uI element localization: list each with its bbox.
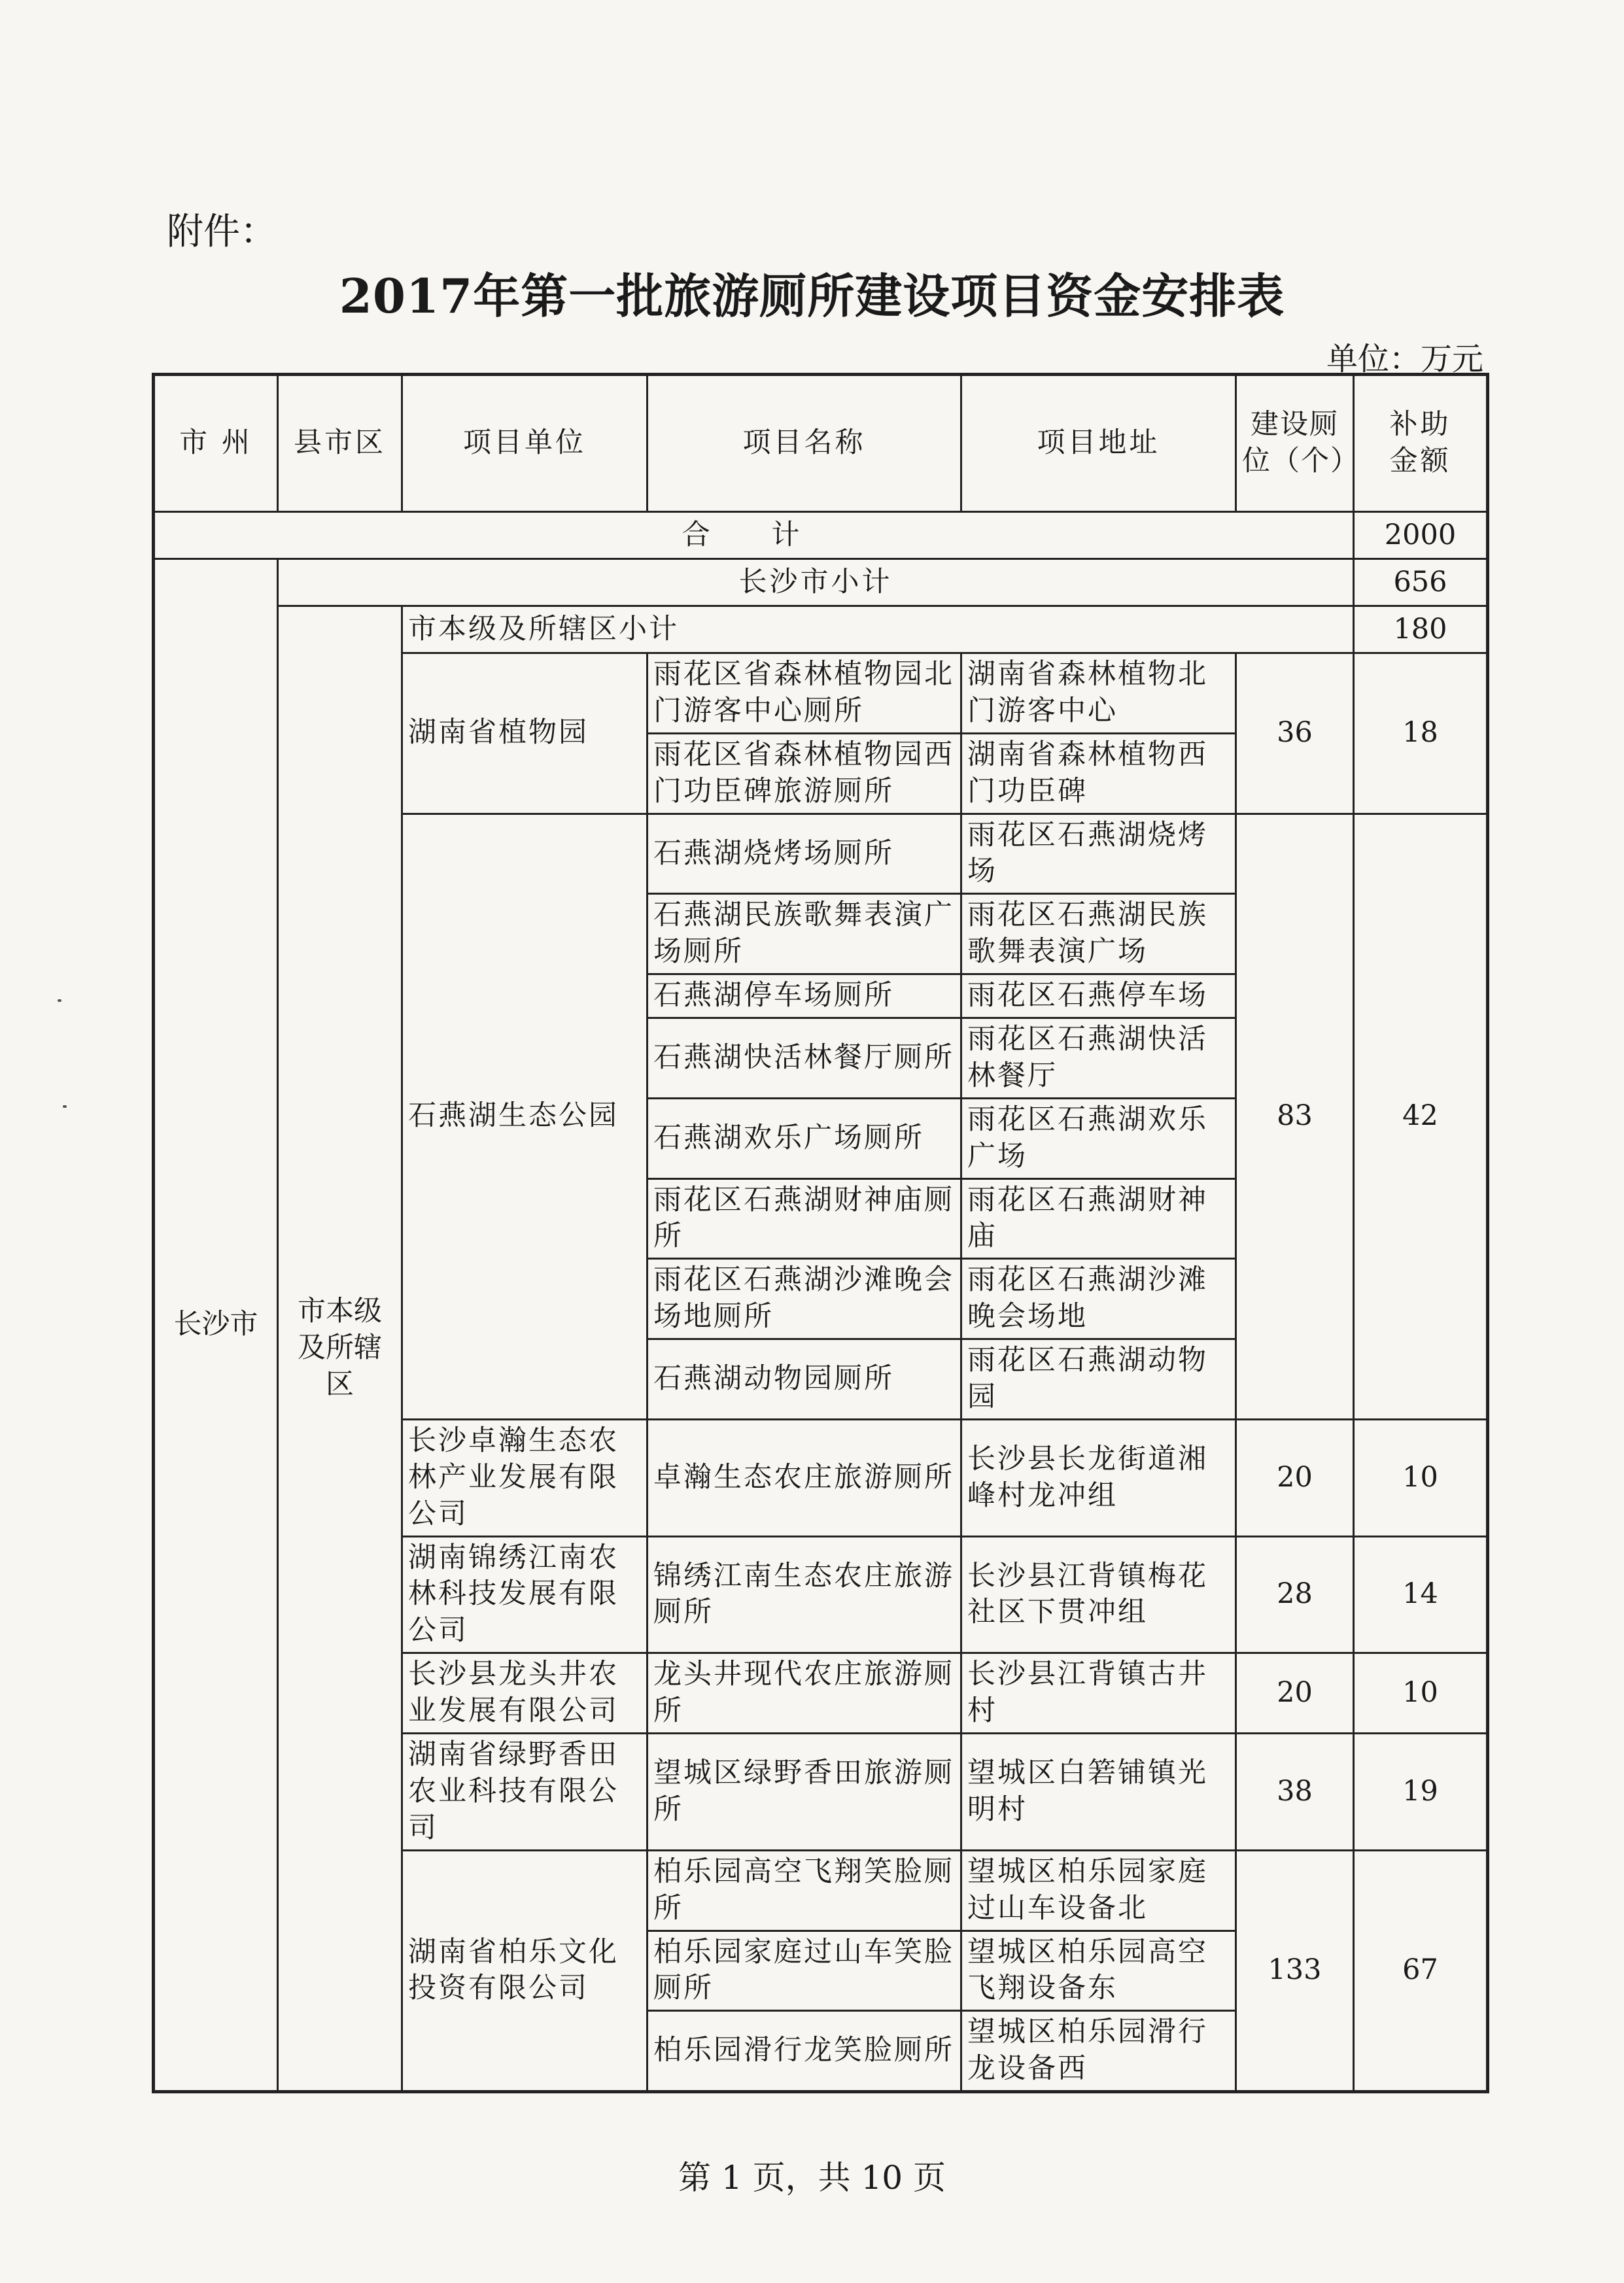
project-name: 望城区绿野香田旅游厕所 — [648, 1734, 961, 1851]
project-address: 长沙县江背镇梅花社区下贯冲组 — [961, 1536, 1236, 1653]
header-city: 市 州 — [154, 375, 278, 512]
header-project: 项目名称 — [648, 375, 961, 512]
district-subtotal-amount: 180 — [1354, 606, 1488, 653]
project-unit: 湖南省植物园 — [402, 653, 648, 814]
project-seats: 133 — [1236, 1850, 1354, 2091]
header-amount: 补助金额 — [1354, 375, 1488, 512]
project-seats: 83 — [1236, 814, 1354, 1419]
project-amount: 19 — [1354, 1734, 1488, 1851]
project-address: 雨花区石燕湖沙滩晚会场地 — [961, 1259, 1236, 1339]
project-address: 雨花区石燕湖动物园 — [961, 1339, 1236, 1420]
project-address: 长沙县长龙街道湘峰村龙冲组 — [961, 1419, 1236, 1536]
header-address: 项目地址 — [961, 375, 1236, 512]
page-footer: 第 1 页，共 10 页 — [678, 2159, 946, 2197]
project-amount: 42 — [1354, 814, 1488, 1419]
city-subtotal-row — [154, 559, 1488, 606]
project-name: 龙头井现代农庄旅游厕所 — [648, 1653, 961, 1734]
project-name: 柏乐园滑行龙笑脸厕所 — [648, 2011, 961, 2092]
header-unit: 项目单位 — [402, 375, 648, 512]
district-subtotal-row — [154, 606, 1488, 653]
project-name: 石燕湖欢乐广场厕所 — [648, 1098, 961, 1178]
project-address: 望城区柏乐园家庭过山车设备北 — [961, 1850, 1236, 1931]
page-title: 2017年第一批旅游厕所建设项目资金安排表 — [339, 268, 1285, 324]
project-name: 雨花区石燕湖沙滩晚会场地厕所 — [648, 1259, 961, 1339]
project-seats: 36 — [1236, 653, 1354, 814]
project-unit: 湖南省柏乐文化投资有限公司 — [402, 1850, 648, 2091]
project-address: 望城区柏乐园滑行龙设备西 — [961, 2011, 1236, 2092]
project-address: 湖南省森林植物西门功臣碑 — [961, 733, 1236, 814]
city-subtotal-amount: 656 — [1354, 559, 1488, 606]
district-name: 市本级及所辖区 — [278, 606, 402, 2092]
project-address: 雨花区石燕停车场 — [961, 974, 1236, 1018]
project-amount: 14 — [1354, 1536, 1488, 1653]
total-row — [154, 512, 1488, 559]
project-name: 锦绣江南生态农庄旅游厕所 — [648, 1536, 961, 1653]
project-unit: 长沙县龙头井农业发展有限公司 — [402, 1653, 648, 1734]
project-unit: 湖南省绿野香田农业科技有限公司 — [402, 1734, 648, 1851]
project-name: 卓瀚生态农庄旅游厕所 — [648, 1419, 961, 1536]
header-seats: 建设厕位（个） — [1236, 375, 1354, 512]
project-name: 雨花区省森林植物园北门游客中心厕所 — [648, 653, 961, 734]
project-seats: 38 — [1236, 1734, 1354, 1851]
project-name: 雨花区石燕湖财神庙厕所 — [648, 1178, 961, 1259]
project-amount: 67 — [1354, 1850, 1488, 2091]
total-amount: 2000 — [1354, 512, 1488, 559]
project-amount: 18 — [1354, 653, 1488, 814]
project-address: 雨花区石燕湖财神庙 — [961, 1178, 1236, 1259]
project-seats: 28 — [1236, 1536, 1354, 1653]
project-name: 雨花区省森林植物园西门功臣碑旅游厕所 — [648, 733, 961, 814]
project-address: 雨花区石燕湖欢乐广场 — [961, 1098, 1236, 1178]
project-name: 石燕湖动物园厕所 — [648, 1339, 961, 1420]
funding-table — [152, 373, 1489, 2093]
project-name: 石燕湖停车场厕所 — [648, 974, 961, 1018]
header-county: 县市区 — [278, 375, 402, 512]
project-seats: 20 — [1236, 1419, 1354, 1536]
city-subtotal-label: 长沙市小计 — [278, 559, 1354, 606]
unit-label: 单位：万元 — [1326, 341, 1483, 377]
scan-speck — [58, 999, 61, 1002]
project-amount: 10 — [1354, 1653, 1488, 1734]
project-name: 石燕湖民族歌舞表演广场厕所 — [648, 894, 961, 974]
project-address: 雨花区石燕湖烧烤场 — [961, 814, 1236, 894]
project-unit: 湖南锦绣江南农林科技发展有限公司 — [402, 1536, 648, 1653]
project-name: 柏乐园家庭过山车笑脸厕所 — [648, 1931, 961, 2011]
project-address: 望城区白箬铺镇光明村 — [961, 1734, 1236, 1851]
scan-speck — [63, 1105, 67, 1108]
project-amount: 10 — [1354, 1419, 1488, 1536]
attachment-label: 附件： — [167, 211, 277, 253]
city-name: 长沙市 — [154, 559, 278, 2092]
project-address: 湖南省森林植物北门游客中心 — [961, 653, 1236, 734]
project-address: 雨花区石燕湖快活林餐厅 — [961, 1018, 1236, 1099]
total-label: 合 计 — [154, 512, 1354, 559]
project-address: 雨花区石燕湖民族歌舞表演广场 — [961, 894, 1236, 974]
header-row — [154, 375, 1488, 512]
project-name: 柏乐园高空飞翔笑脸厕所 — [648, 1850, 961, 1931]
project-address: 望城区柏乐园高空飞翔设备东 — [961, 1931, 1236, 2011]
project-unit: 长沙卓瀚生态农林产业发展有限公司 — [402, 1419, 648, 1536]
project-address: 长沙县江背镇古井村 — [961, 1653, 1236, 1734]
project-unit: 石燕湖生态公园 — [402, 814, 648, 1419]
district-subtotal-label: 市本级及所辖区小计 — [402, 606, 1354, 653]
project-seats: 20 — [1236, 1653, 1354, 1734]
project-name: 石燕湖烧烤场厕所 — [648, 814, 961, 894]
project-name: 石燕湖快活林餐厅厕所 — [648, 1018, 961, 1099]
